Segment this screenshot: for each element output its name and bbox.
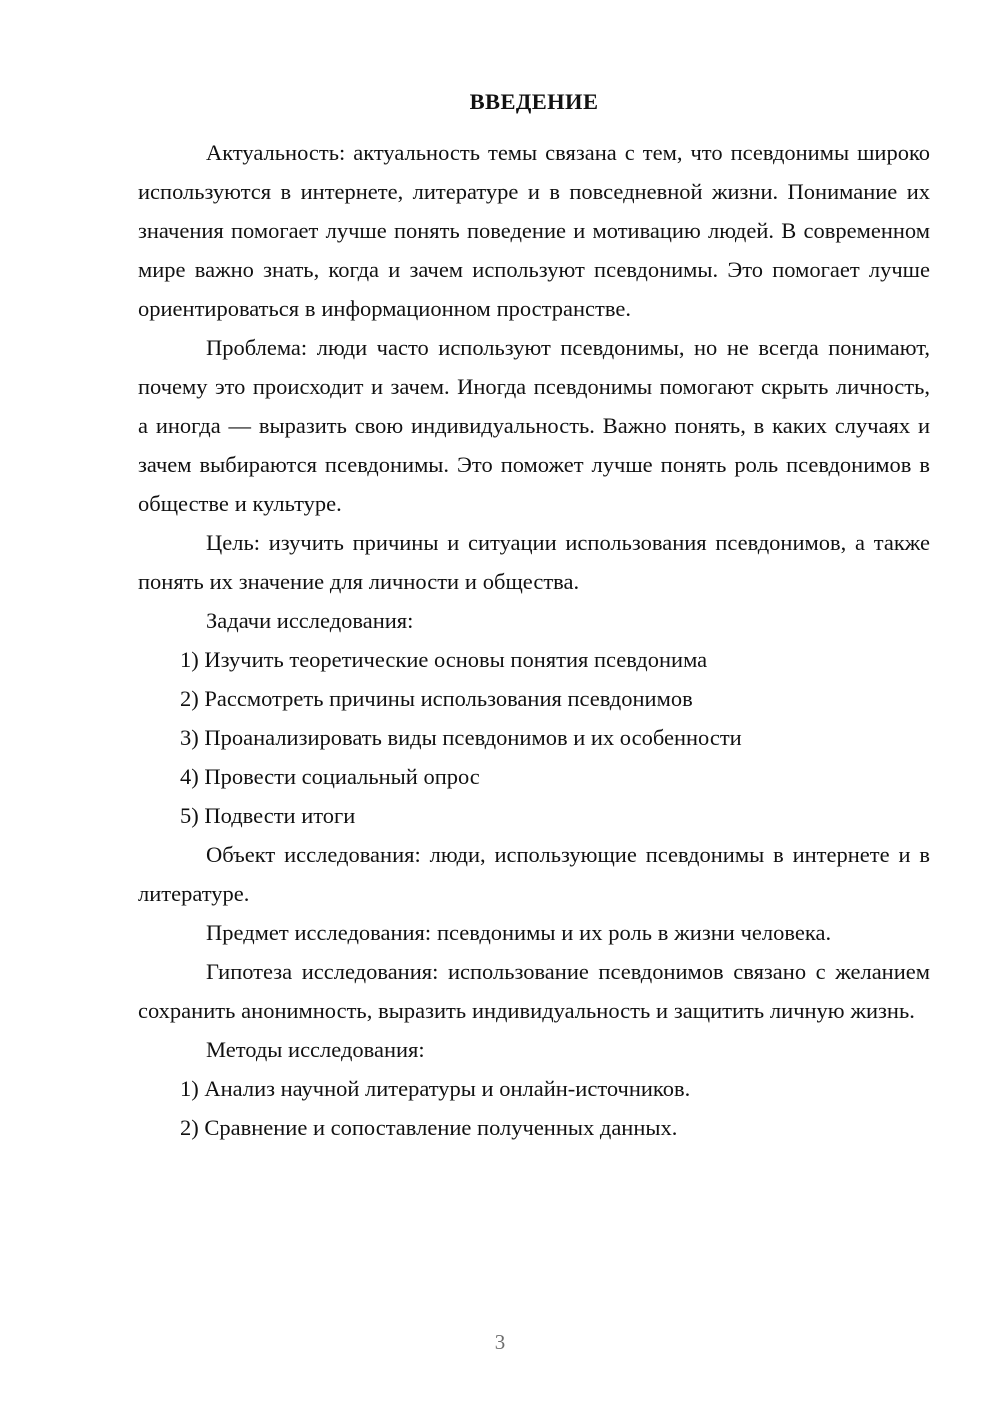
- paragraph-relevance: Актуальность: актуальность темы связана с тем, что псевдонимы широко используются в интернете, литературе и в повседневной жизни. Понимание их значения помогает лучше понять поведение и мотивацию людей. В современном мире важно знать, когда и зачем используют псевдонимы. Это помогает лучше ориентироваться в информационном пространстве.: [138, 140, 930, 322]
- page-number: 3: [494, 1330, 506, 1354]
- paragraph-subject: Предмет исследования: псевдонимы и их роль в жизни человека.: [206, 920, 832, 946]
- page-title: ВВЕДЕНИЕ: [469, 89, 599, 114]
- heading-methods: Методы исследования:: [206, 1037, 425, 1063]
- list-item: 3) Проанализировать виды псевдонимов и их особенности: [180, 725, 742, 751]
- document-content: [138, 88, 930, 1147]
- paragraph-object: Объект исследования: люди, использующие псевдонимы в интернете и в литературе.: [138, 842, 930, 907]
- list-item: 1) Изучить теоретические основы понятия псевдонима: [180, 647, 708, 673]
- list-item: 2) Сравнение и сопоставление полученных данных.: [180, 1115, 678, 1141]
- paragraph-problem: Проблема: люди часто используют псевдонимы, но не всегда понимают, почему это происходит и зачем. Иногда псевдонимы помогают скрыть личность, а иногда — выразить свою индивидуальность. Важно понять, в каких случаях и зачем выбираются псевдонимы. Это поможет лучше понять роль псевдонимов в обществе и культуре.: [138, 335, 930, 517]
- paragraph-hypothesis: Гипотеза исследования: использование псевдонимов связано с желанием сохранить анонимность, выразить индивидуальность и защитить личную жизнь.: [138, 959, 930, 1024]
- list-item: 2) Рассмотреть причины использования псевдонимов: [180, 686, 693, 712]
- list-item: 5) Подвести итоги: [180, 803, 356, 829]
- list-item: 1) Анализ научной литературы и онлайн-источников.: [180, 1076, 691, 1102]
- heading-tasks: Задачи исследования:: [206, 608, 414, 634]
- paragraph-goal: Цель: изучить причины и ситуации использования псевдонимов, а также понять их значение для личности и общества.: [138, 530, 930, 595]
- list-item: 4) Провести социальный опрос: [180, 764, 480, 790]
